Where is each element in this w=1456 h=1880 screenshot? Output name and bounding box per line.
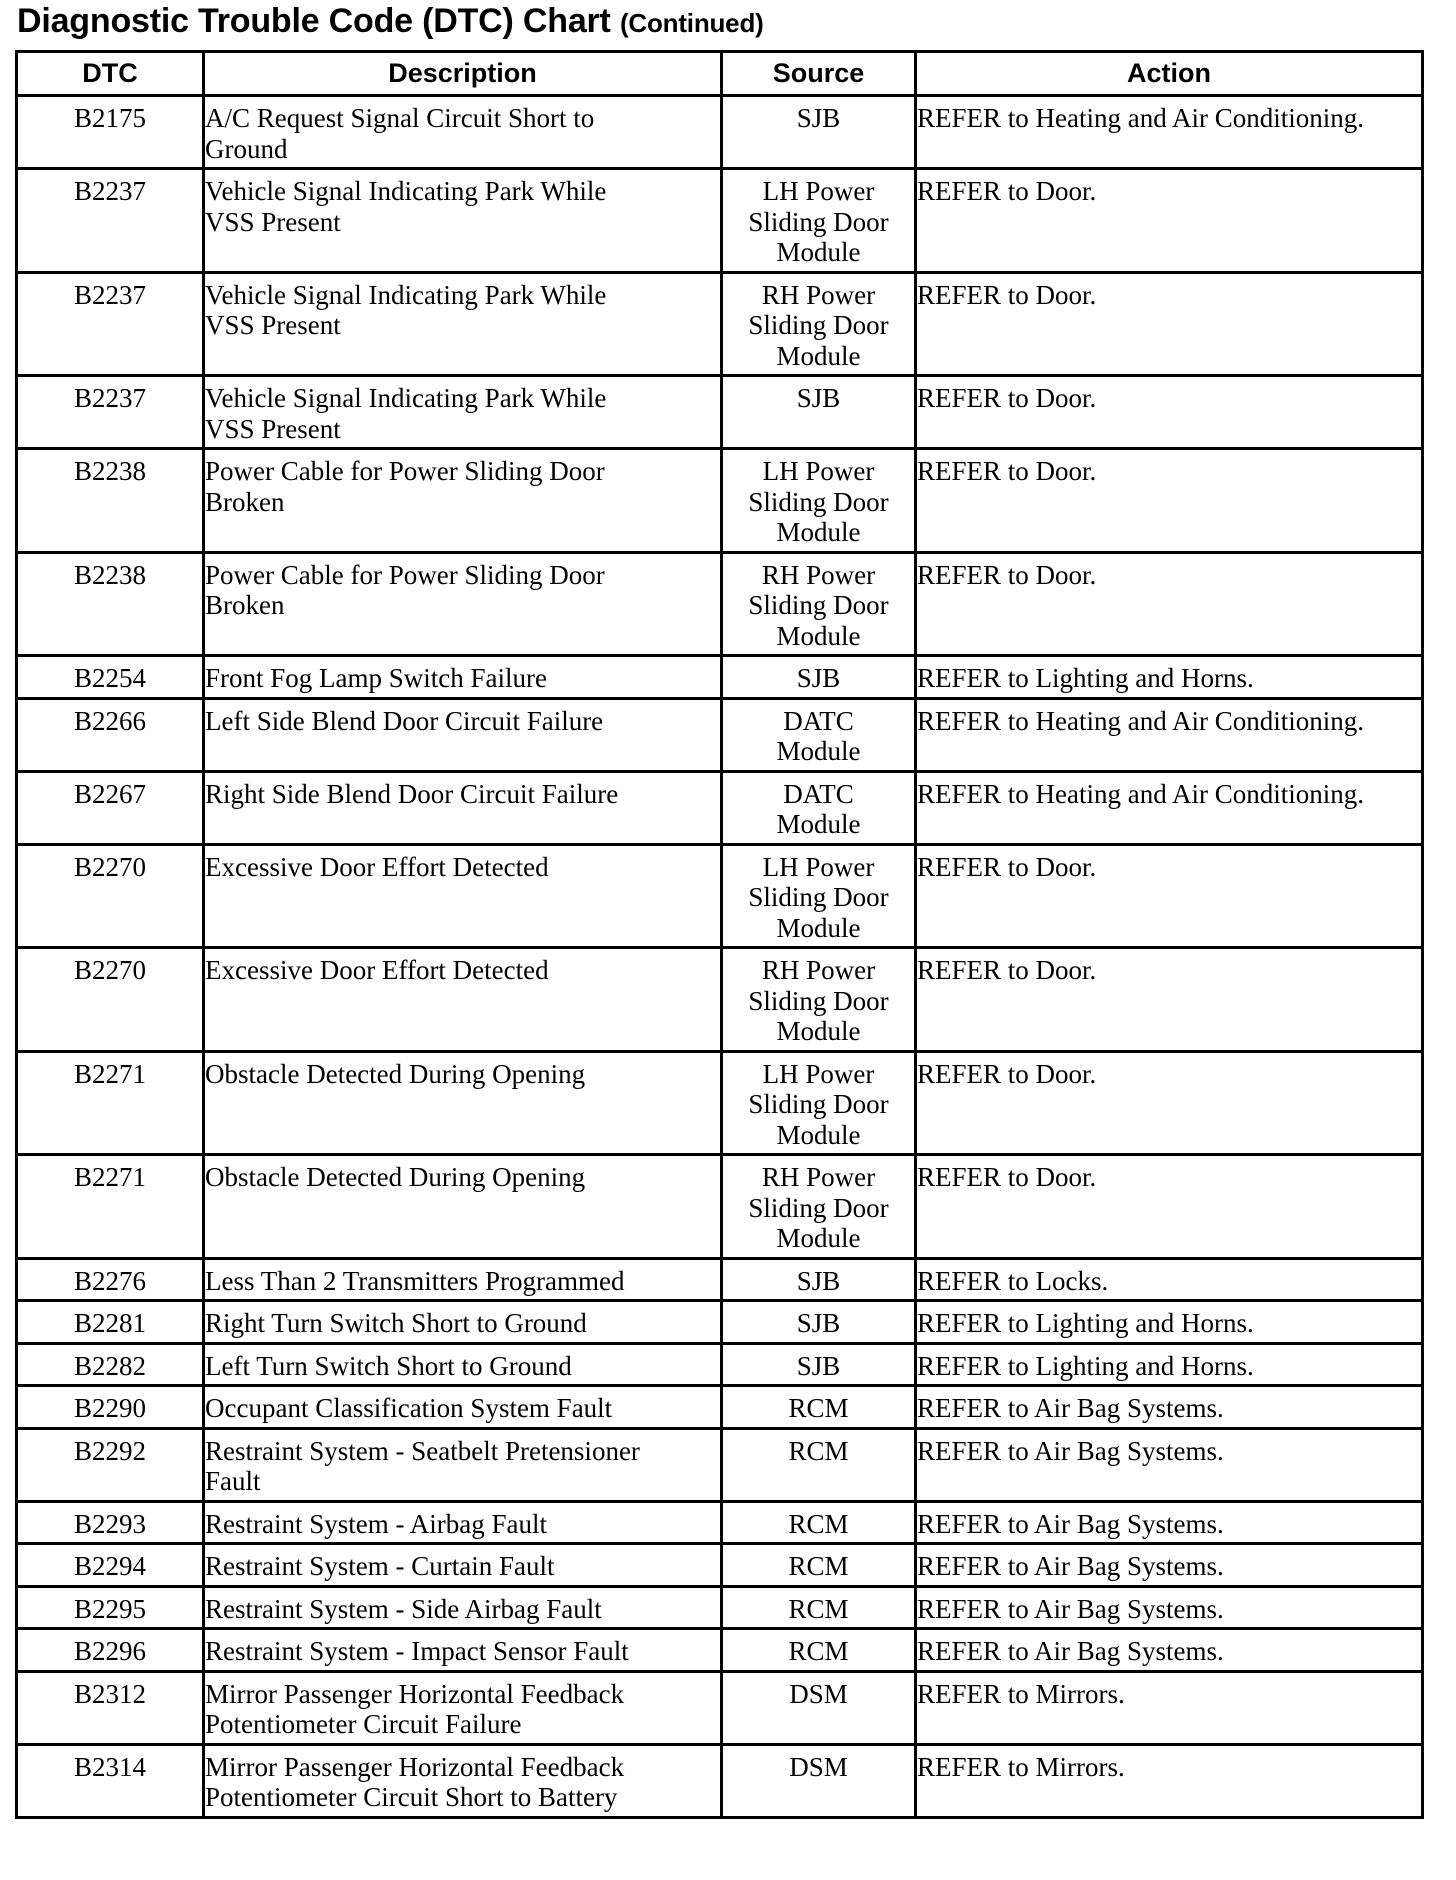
source-cell <box>722 656 916 699</box>
action-cell <box>916 1343 1423 1386</box>
source-cell-text: DATC Module <box>776 705 861 766</box>
column-header-source: Source <box>722 52 916 96</box>
action-cell-text: REFER to Locks. <box>917 1265 1109 1296</box>
source-cell-text: RCM <box>788 1435 849 1466</box>
action-cell <box>916 1258 1423 1301</box>
description-cell-text: Occupant Classification System Fault <box>205 1393 613 1423</box>
dtc-cell <box>17 272 204 376</box>
table-row <box>17 1629 1423 1672</box>
source-cell <box>722 1671 916 1744</box>
dtc-cell <box>17 1501 204 1544</box>
action-cell-text: REFER to Door. <box>917 955 1097 985</box>
description-cell <box>204 771 722 844</box>
source-cell <box>722 1501 916 1544</box>
source-cell-text: SJB <box>796 1308 841 1338</box>
source-cell <box>722 376 916 449</box>
source-cell-text: RCM <box>788 1636 849 1666</box>
table-row <box>17 1586 1423 1629</box>
source-cell <box>722 844 916 948</box>
dtc-cell <box>17 1586 204 1629</box>
dtc-cell-text: B2293 <box>73 1508 146 1539</box>
table-row <box>17 1051 1423 1155</box>
table-header <box>17 52 1423 96</box>
description-cell-text: Power Cable for Power Sliding Door Broken <box>205 559 605 620</box>
source-cell-text: RCM <box>788 1593 849 1624</box>
dtc-cell <box>17 1629 204 1672</box>
action-cell <box>916 449 1423 553</box>
description-cell-text: Restraint System - Impact Sensor Fault <box>205 1636 629 1666</box>
dtc-cell <box>17 552 204 656</box>
table-row <box>17 656 1423 699</box>
source-cell <box>722 1155 916 1259</box>
action-cell <box>916 771 1423 844</box>
source-cell-text: RH Power Sliding Door Module <box>748 559 889 651</box>
action-cell <box>916 1501 1423 1544</box>
dtc-cell <box>17 449 204 553</box>
description-cell <box>204 844 722 948</box>
action-cell-text: REFER to Mirrors. <box>917 1751 1125 1782</box>
source-cell-text: RH Power Sliding Door Module <box>748 1162 889 1253</box>
dtc-cell-text: B2296 <box>73 1636 146 1666</box>
action-cell <box>916 1586 1423 1629</box>
dtc-cell-text: B2290 <box>73 1393 146 1423</box>
description-cell <box>204 449 722 553</box>
action-cell <box>916 1386 1423 1429</box>
table-body <box>17 96 1423 1818</box>
table-row <box>17 1301 1423 1344</box>
action-cell-text: REFER to Air Bag Systems. <box>917 1508 1224 1539</box>
action-cell <box>916 1671 1423 1744</box>
source-cell-text: SJB <box>796 1265 841 1296</box>
source-cell-text: RH Power Sliding Door Module <box>748 279 889 371</box>
action-cell <box>916 1428 1423 1501</box>
dtc-cell <box>17 698 204 771</box>
table-row <box>17 948 1423 1052</box>
source-cell-text: SJB <box>796 383 841 413</box>
description-cell <box>204 1586 722 1629</box>
table-row <box>17 376 1423 449</box>
dtc-table <box>15 50 1424 1819</box>
description-cell-text: Right Turn Switch Short to Ground <box>205 1308 587 1338</box>
description-cell <box>204 1343 722 1386</box>
action-cell-text: REFER to Heating and Air Conditioning. <box>917 103 1364 133</box>
action-cell-text: REFER to Door. <box>917 176 1097 206</box>
action-cell-text: REFER to Door. <box>917 279 1097 310</box>
dtc-cell <box>17 771 204 844</box>
dtc-cell-text: B2282 <box>73 1350 146 1381</box>
source-cell-text: DATC Module <box>776 778 861 839</box>
action-cell-text: REFER to Door. <box>917 1058 1097 1089</box>
source-cell-text: SJB <box>796 1350 841 1381</box>
description-cell-text: Less Than 2 Transmitters Programmed <box>205 1265 625 1296</box>
action-cell <box>916 656 1423 699</box>
action-cell <box>916 698 1423 771</box>
page-title-suffix: (Continued) <box>619 8 764 38</box>
table-row <box>17 1155 1423 1259</box>
description-cell <box>204 1386 722 1429</box>
description-cell-text: Restraint System - Seatbelt Pretensioner Fault <box>205 1435 640 1496</box>
description-cell-text: Mirror Passenger Horizontal Feedback Potentiometer Circuit Short to Battery <box>205 1751 625 1812</box>
dtc-cell-text: B2237 <box>73 176 146 206</box>
table-row <box>17 1671 1423 1744</box>
dtc-cell <box>17 1301 204 1344</box>
source-cell-text: DSM <box>789 1751 848 1782</box>
description-cell <box>204 698 722 771</box>
source-cell <box>722 272 916 376</box>
source-cell-text: SJB <box>796 103 841 133</box>
description-cell-text: Obstacle Detected During Opening <box>205 1162 586 1192</box>
description-cell-text: Restraint System - Side Airbag Fault <box>205 1593 602 1624</box>
action-cell-text: REFER to Lighting and Horns. <box>917 663 1254 693</box>
table-row <box>17 1386 1423 1429</box>
source-cell <box>722 1544 916 1587</box>
description-cell-text: A/C Request Signal Circuit Short to Ground <box>205 103 595 164</box>
dtc-cell <box>17 169 204 273</box>
action-cell <box>916 272 1423 376</box>
dtc-cell <box>17 1258 204 1301</box>
source-cell-text: RCM <box>788 1508 849 1539</box>
dtc-cell <box>17 844 204 948</box>
page-title-main: Diagnostic Trouble Code (DTC) Chart <box>17 2 611 40</box>
action-cell-text: REFER to Heating and Air Conditioning. <box>917 778 1364 809</box>
dtc-cell <box>17 1671 204 1744</box>
action-cell <box>916 844 1423 948</box>
description-cell <box>204 1671 722 1744</box>
action-cell-text: REFER to Air Bag Systems. <box>917 1435 1224 1466</box>
source-cell-text: SJB <box>796 663 841 693</box>
dtc-cell <box>17 1544 204 1587</box>
description-cell <box>204 1051 722 1155</box>
description-cell <box>204 1428 722 1501</box>
action-cell <box>916 169 1423 273</box>
description-cell-text: Left Side Blend Door Circuit Failure <box>205 705 604 736</box>
dtc-cell-text: B2271 <box>73 1058 146 1089</box>
dtc-cell-text: B2238 <box>73 456 146 486</box>
source-cell <box>722 771 916 844</box>
dtc-cell-text: B2295 <box>73 1593 146 1624</box>
action-cell-text: REFER to Air Bag Systems. <box>917 1636 1224 1666</box>
dtc-cell <box>17 1051 204 1155</box>
table-row <box>17 1343 1423 1386</box>
table-row <box>17 771 1423 844</box>
action-cell-text: REFER to Door. <box>917 456 1097 486</box>
dtc-cell-text: B2270 <box>73 955 146 985</box>
description-cell-text: Restraint System - Airbag Fault <box>205 1508 547 1539</box>
action-cell <box>916 1051 1423 1155</box>
description-cell <box>204 1258 722 1301</box>
action-cell-text: REFER to Door. <box>917 383 1097 413</box>
source-cell-text: LH Power Sliding Door Module <box>748 1058 889 1150</box>
dtc-cell <box>17 1428 204 1501</box>
source-cell <box>722 449 916 553</box>
dtc-cell-text: B2237 <box>73 383 146 413</box>
source-cell <box>722 96 916 169</box>
description-cell-text: Vehicle Signal Indicating Park While VSS Present <box>205 176 607 237</box>
source-cell-text: LH Power Sliding Door Module <box>748 851 889 943</box>
description-cell <box>204 1301 722 1344</box>
dtc-cell <box>17 1744 204 1817</box>
action-cell <box>916 96 1423 169</box>
header-row <box>17 52 1423 96</box>
action-cell-text: REFER to Air Bag Systems. <box>917 1551 1224 1581</box>
source-cell <box>722 1258 916 1301</box>
source-cell-text: LH Power Sliding Door Module <box>748 176 889 267</box>
source-cell <box>722 1586 916 1629</box>
dtc-cell <box>17 1386 204 1429</box>
dtc-cell-text: B2271 <box>73 1162 146 1192</box>
column-header-action: Action <box>916 52 1423 96</box>
dtc-cell-text: B2281 <box>73 1308 146 1338</box>
description-cell <box>204 552 722 656</box>
action-cell <box>916 948 1423 1052</box>
source-cell <box>722 1629 916 1672</box>
dtc-cell-text: B2266 <box>73 705 146 736</box>
source-cell <box>722 1051 916 1155</box>
source-cell-text: LH Power Sliding Door Module <box>748 456 889 547</box>
page-title <box>17 2 764 41</box>
source-cell <box>722 552 916 656</box>
table-row <box>17 272 1423 376</box>
action-cell-text: REFER to Air Bag Systems. <box>917 1593 1224 1624</box>
description-cell-text: Power Cable for Power Sliding Door Broken <box>205 456 605 517</box>
action-cell <box>916 1301 1423 1344</box>
dtc-cell <box>17 1343 204 1386</box>
description-cell-text: Right Side Blend Door Circuit Failure <box>205 778 619 809</box>
action-cell <box>916 1629 1423 1672</box>
description-cell <box>204 169 722 273</box>
action-cell-text: REFER to Lighting and Horns. <box>917 1350 1254 1381</box>
description-cell <box>204 948 722 1052</box>
action-cell-text: REFER to Heating and Air Conditioning. <box>917 705 1364 736</box>
source-cell <box>722 1343 916 1386</box>
dtc-cell-text: B2292 <box>73 1435 146 1466</box>
description-cell <box>204 96 722 169</box>
action-cell-text: REFER to Door. <box>917 1162 1097 1192</box>
source-cell <box>722 1301 916 1344</box>
table-row <box>17 1258 1423 1301</box>
table-row <box>17 698 1423 771</box>
source-cell <box>722 698 916 771</box>
table-row <box>17 1428 1423 1501</box>
dtc-cell-text: B2237 <box>73 279 146 310</box>
description-cell <box>204 1501 722 1544</box>
dtc-cell <box>17 656 204 699</box>
description-cell-text: Obstacle Detected During Opening <box>205 1058 586 1089</box>
table-row <box>17 1501 1423 1544</box>
description-cell-text: Excessive Door Effort Detected <box>205 851 549 882</box>
dtc-cell-text: B2294 <box>73 1551 146 1581</box>
action-cell-text: REFER to Air Bag Systems. <box>917 1393 1224 1423</box>
description-cell-text: Restraint System - Curtain Fault <box>205 1551 555 1581</box>
source-cell <box>722 1428 916 1501</box>
dtc-cell <box>17 1155 204 1259</box>
dtc-cell-text: B2175 <box>73 103 146 133</box>
description-cell-text: Vehicle Signal Indicating Park While VSS Present <box>205 383 607 444</box>
source-cell <box>722 1386 916 1429</box>
action-cell <box>916 1155 1423 1259</box>
description-cell-text: Excessive Door Effort Detected <box>205 955 549 985</box>
column-header-description: Description <box>204 52 722 96</box>
source-cell <box>722 169 916 273</box>
description-cell <box>204 376 722 449</box>
dtc-cell-text: B2276 <box>73 1265 146 1296</box>
table-row <box>17 96 1423 169</box>
dtc-cell-text: B2314 <box>73 1751 146 1782</box>
dtc-cell-text: B2270 <box>73 851 146 882</box>
action-cell <box>916 552 1423 656</box>
source-cell <box>722 1744 916 1817</box>
source-cell-text: RCM <box>788 1393 849 1423</box>
action-cell <box>916 1744 1423 1817</box>
action-cell <box>916 1544 1423 1587</box>
action-cell-text: REFER to Door. <box>917 851 1097 882</box>
table-row <box>17 844 1423 948</box>
description-cell <box>204 1544 722 1587</box>
dtc-cell-text: B2254 <box>73 663 146 693</box>
source-cell-text: DSM <box>789 1678 848 1709</box>
table-row <box>17 552 1423 656</box>
dtc-cell <box>17 96 204 169</box>
dtc-cell-text: B2267 <box>73 778 146 809</box>
description-cell <box>204 1629 722 1672</box>
description-cell-text: Vehicle Signal Indicating Park While VSS Present <box>205 279 607 340</box>
action-cell-text: REFER to Lighting and Horns. <box>917 1308 1254 1338</box>
action-cell-text: REFER to Mirrors. <box>917 1678 1125 1709</box>
source-cell-text: RH Power Sliding Door Module <box>748 955 889 1046</box>
description-cell <box>204 1155 722 1259</box>
action-cell-text: REFER to Door. <box>917 559 1097 590</box>
source-cell-text: RCM <box>788 1551 849 1581</box>
description-cell-text: Front Fog Lamp Switch Failure <box>205 663 547 693</box>
source-cell <box>722 948 916 1052</box>
table-row <box>17 449 1423 553</box>
description-cell <box>204 656 722 699</box>
description-cell-text: Left Turn Switch Short to Ground <box>205 1350 572 1381</box>
dtc-cell-text: B2238 <box>73 559 146 590</box>
dtc-cell-text: B2312 <box>73 1678 146 1709</box>
action-cell <box>916 376 1423 449</box>
table-row <box>17 1744 1423 1817</box>
column-header-dtc: DTC <box>17 52 204 96</box>
description-cell-text: Mirror Passenger Horizontal Feedback Potentiometer Circuit Failure <box>205 1678 625 1739</box>
dtc-cell <box>17 376 204 449</box>
dtc-cell <box>17 948 204 1052</box>
description-cell <box>204 1744 722 1817</box>
description-cell <box>204 272 722 376</box>
table-row <box>17 169 1423 273</box>
table-row <box>17 1544 1423 1587</box>
